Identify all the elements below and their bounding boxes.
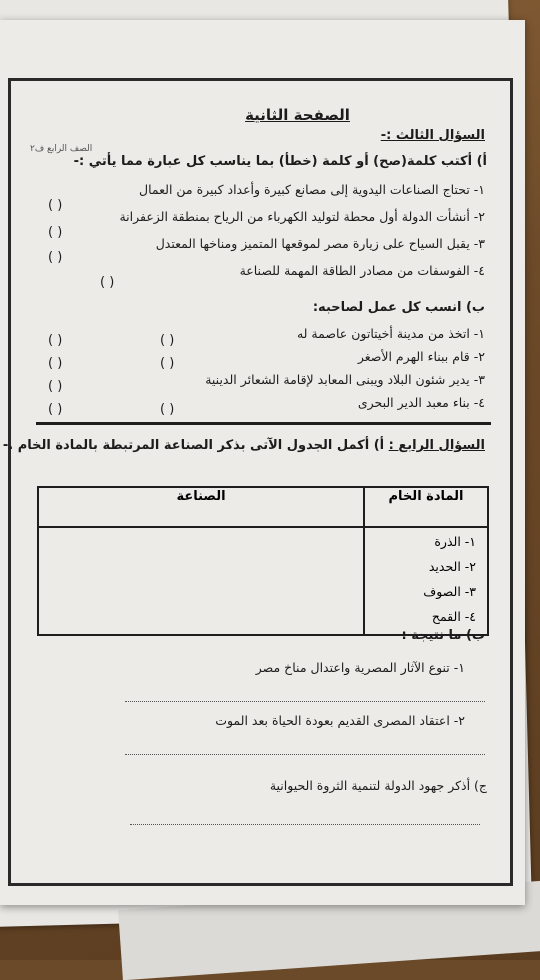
- answer-parentheses-left: ( ): [48, 356, 63, 371]
- q4-part-b-instruction: ب) ما نتيجة :-: [396, 628, 485, 643]
- page-title: الصفحة الثانية: [245, 106, 350, 124]
- q3-a-item: ١- تحتاج الصناعات اليدوية إلى مصانع كبيرة وأعداد كبيرة من العمال: [139, 182, 485, 197]
- table-row: [38, 527, 488, 635]
- answer-line[interactable]: [125, 753, 485, 755]
- raw-item: ٢- الحديد: [428, 559, 476, 574]
- raw-material-cell: [364, 527, 488, 635]
- section-divider: [36, 422, 491, 425]
- answer-parentheses-left: ( ): [48, 379, 63, 394]
- q3-a-item: ٤- الفوسفات من مصادر الطاقة المهمة للصناعة: [239, 263, 485, 278]
- answer-parentheses: ( ): [48, 250, 63, 265]
- q3-a-item: ٣- يقبل السياح على زيارة مصر لموقعها المتميز ومناخها المعتدل: [155, 236, 485, 251]
- table-header-row: [38, 487, 488, 527]
- q4-b-item: ١- تنوع الآثار المصرية واعتدال مناخ مصر: [255, 660, 465, 675]
- answer-line[interactable]: [130, 823, 480, 825]
- col-industry: الصناعة: [38, 487, 364, 527]
- answer-parentheses: ( ): [48, 198, 63, 213]
- q4-heading: السؤال الرابع :: [388, 438, 485, 453]
- industry-answer-cell[interactable]: [38, 527, 364, 635]
- q3-part-b-instruction: ب) انسب كل عمل لصاحبه:: [312, 300, 485, 315]
- answer-parentheses-left: ( ): [48, 402, 63, 417]
- answer-parentheses-left: ( ): [48, 333, 63, 348]
- q3-b-item: ٤- بناء معبد الدير البحرى: [357, 395, 485, 410]
- q3-part-a-instruction: أ) أكتب كلمة(صح) أو كلمة (خطأ) بما يناسب كل عبارة مما يأتي :-: [73, 154, 487, 169]
- answer-line[interactable]: [125, 700, 485, 702]
- answer-parentheses: ( ): [100, 275, 115, 290]
- raw-item: ٣- الصوف: [423, 584, 476, 599]
- answer-parentheses-right: ( ): [160, 402, 175, 417]
- q4-part-a-instruction: أ) أكمل الجدول الآتى بذكر الصناعة المرتبطة بالمادة الخام .-: [2, 438, 385, 453]
- exam-page: [0, 20, 525, 905]
- q3-heading: السؤال الثالث :-: [380, 128, 485, 143]
- grade-label: الصف الرابع ف٢: [30, 144, 93, 154]
- q3-b-item: ٢- قام ببناء الهرم الأصغر: [357, 349, 485, 364]
- answer-parentheses: ( ): [48, 225, 63, 240]
- q3-a-item: ٢- أنشأت الدولة أول محطة لتوليد الكهرباء من الرياح بمنطقة الزعفرانة: [119, 209, 485, 224]
- raw-item: ٤- القمح: [431, 609, 476, 624]
- answer-parentheses-right: ( ): [160, 333, 175, 348]
- col-raw-material: المادة الخام: [364, 487, 488, 527]
- q3-b-item: ٣- يدير شئون البلاد ويبنى المعابد لإقامة الشعائر الدينية: [205, 372, 485, 387]
- q3-b-item: ١- اتخذ من مدينة أخيتاتون عاصمة له: [296, 326, 485, 341]
- raw-item: ١- الذرة: [434, 534, 476, 549]
- answer-parentheses-right: ( ): [160, 356, 175, 371]
- q4-part-c-instruction: ج) أذكر جهود الدولة لتنمية الثروة الحيوانية: [269, 778, 487, 793]
- q4-heading-line: [3, 438, 485, 453]
- raw-material-table: [37, 486, 489, 636]
- q4-b-item: ٢- اعتقاد المصرى القديم بعودة الحياة بعد الموت: [215, 713, 465, 728]
- page-border: [8, 78, 513, 886]
